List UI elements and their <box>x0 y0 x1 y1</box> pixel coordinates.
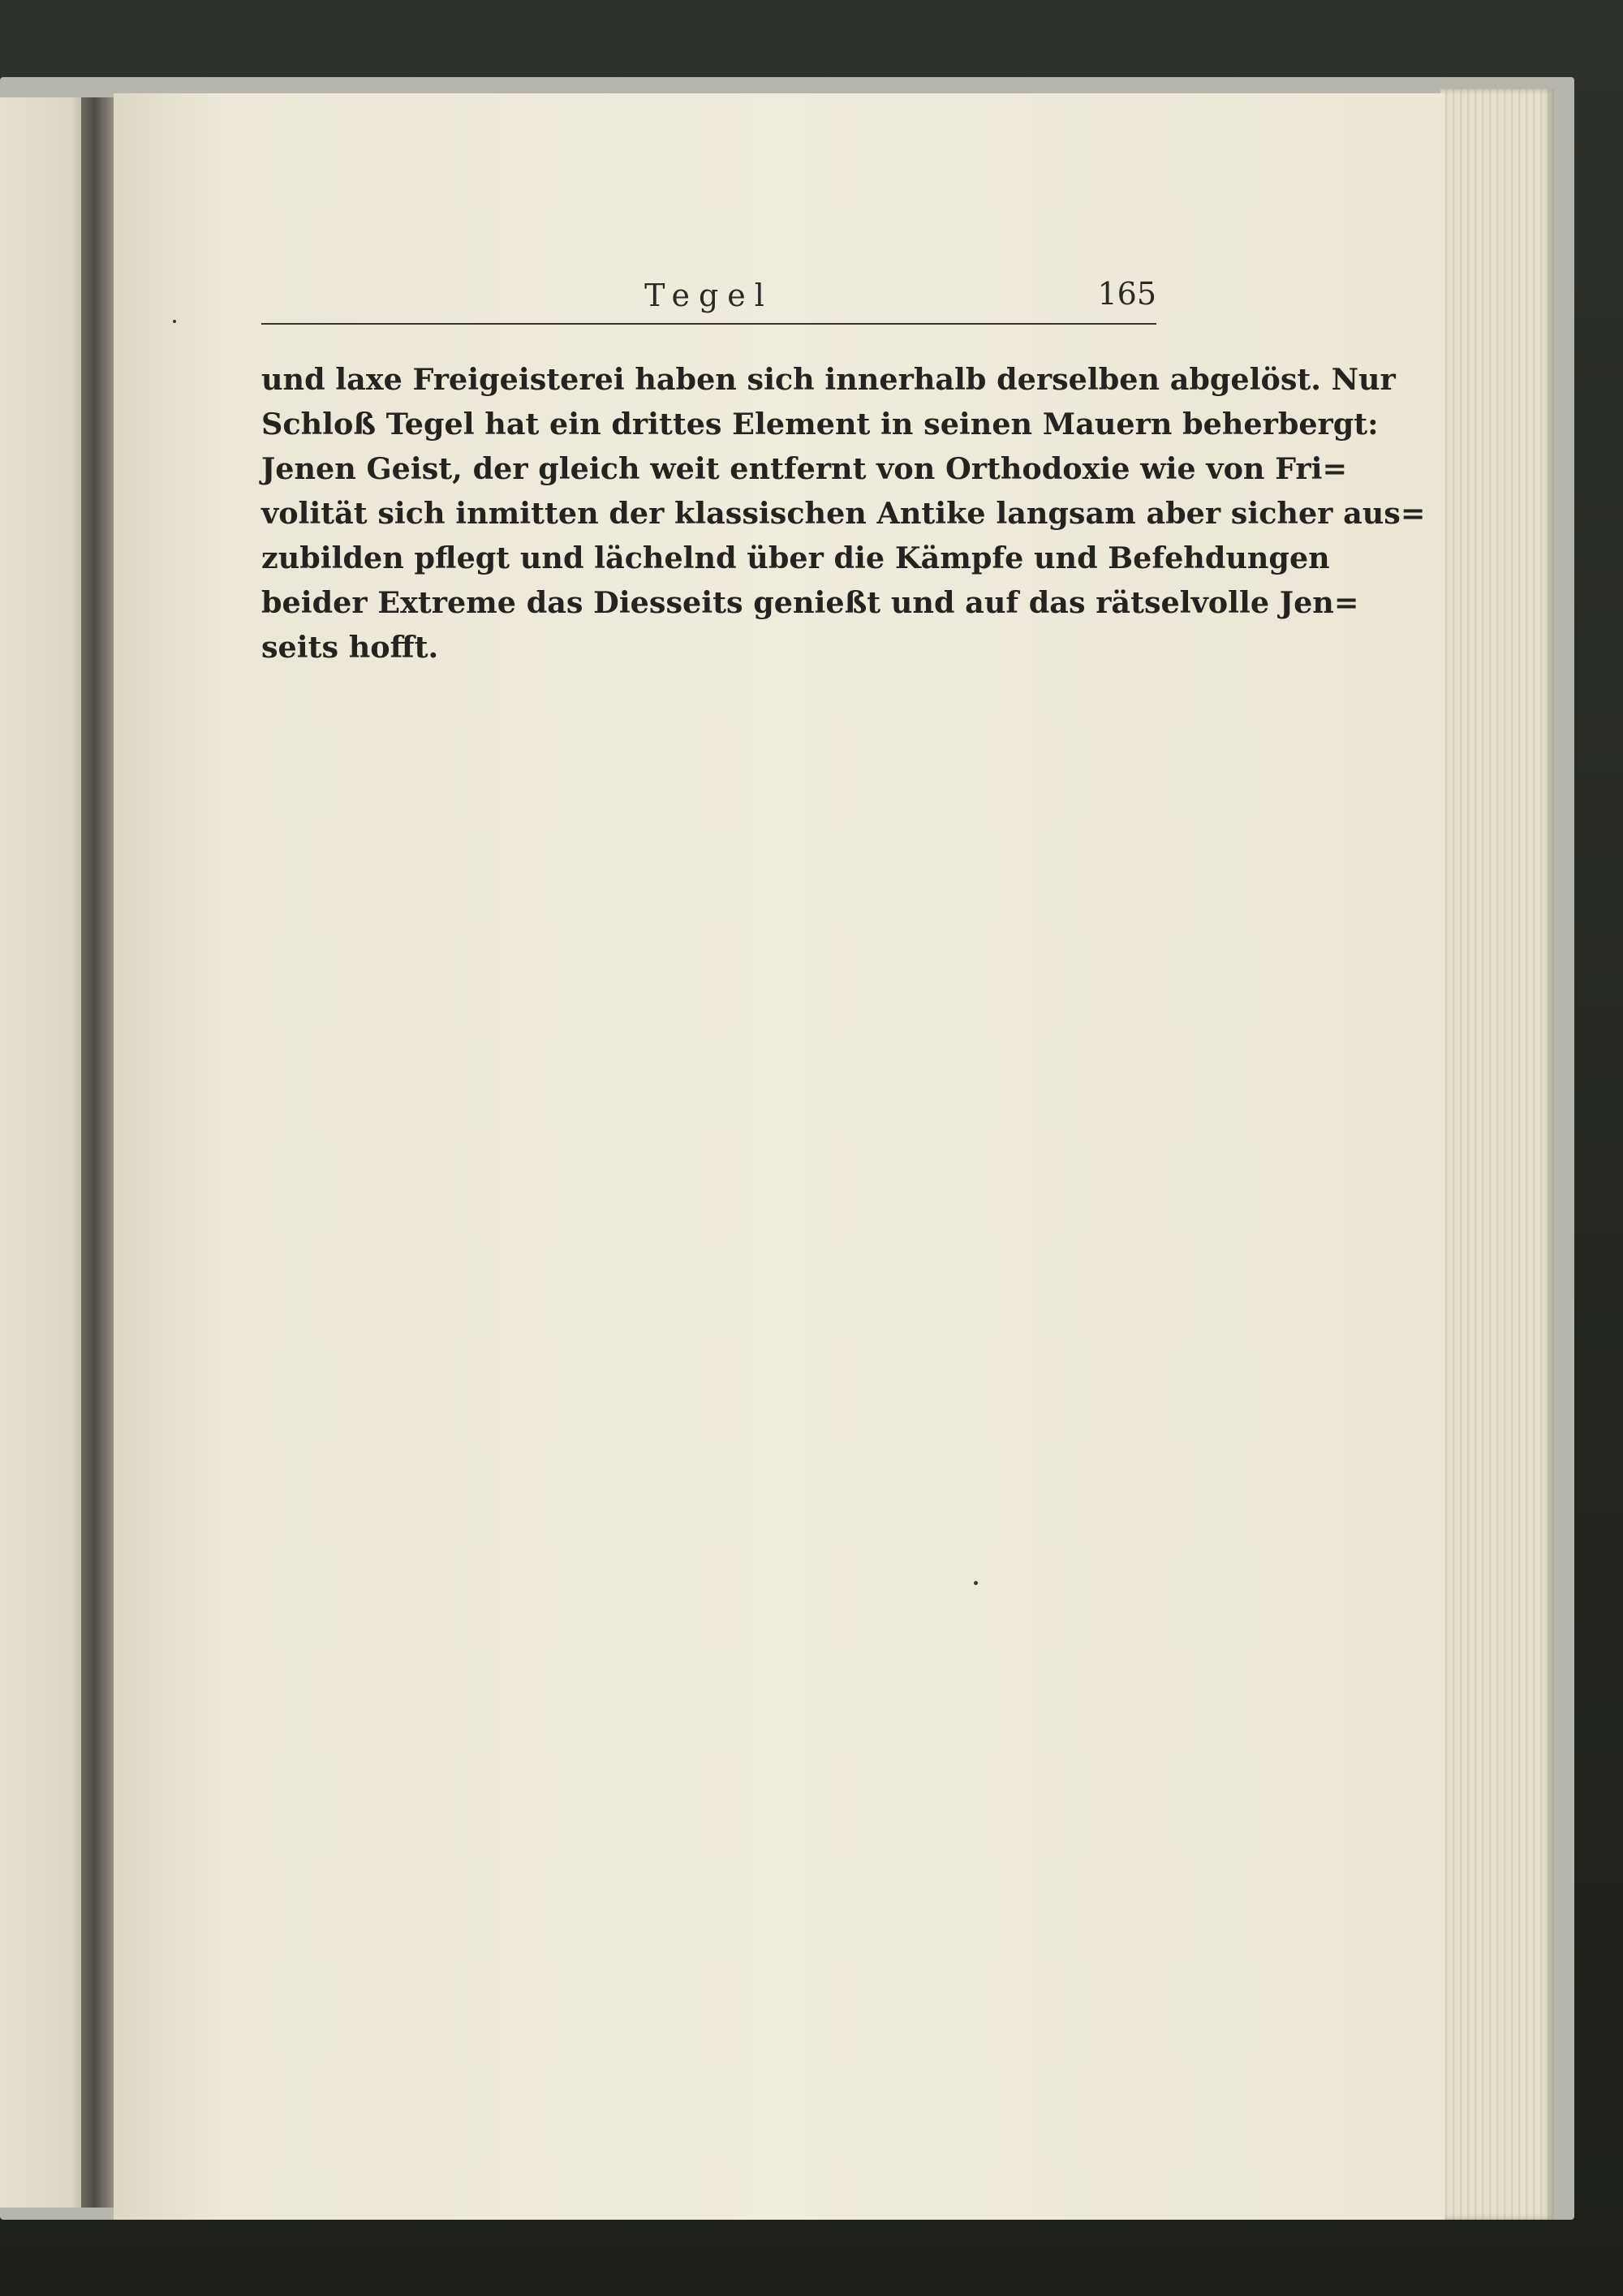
text-line: Schloß Tegel hat ein drittes Element in seinen Mauern beherbergt: <box>261 407 1379 442</box>
book-gutter <box>81 97 115 2208</box>
text-line: Jenen Geist, der gleich weit entfernt von Orthodoxie wie von Fri= <box>261 451 1348 486</box>
text-line: beider Extreme das Diesseits genießt und auf das rätselvolle Jen= <box>261 585 1359 620</box>
text-line: volität sich inmitten der klassischen Antike langsam aber sicher aus= <box>261 496 1426 531</box>
header-rule <box>261 323 1156 325</box>
running-head-title: Tegel <box>644 278 773 313</box>
paper-speck <box>974 1581 978 1585</box>
paper-speck <box>173 320 176 323</box>
text-line: seits hofft. <box>261 630 439 665</box>
text-line: zubilden pflegt und lächelnd über die Kämpfe und Befehdungen <box>261 541 1330 575</box>
running-head <box>261 276 1156 321</box>
text-line: und laxe Freigeisterei haben sich innerhalb derselben abgelöst. Nur <box>261 362 1396 397</box>
body-paragraph <box>261 357 1426 670</box>
page-block-edges <box>1440 89 1554 2220</box>
left-page-edge <box>0 97 88 2208</box>
page-number: 165 <box>1097 276 1156 312</box>
